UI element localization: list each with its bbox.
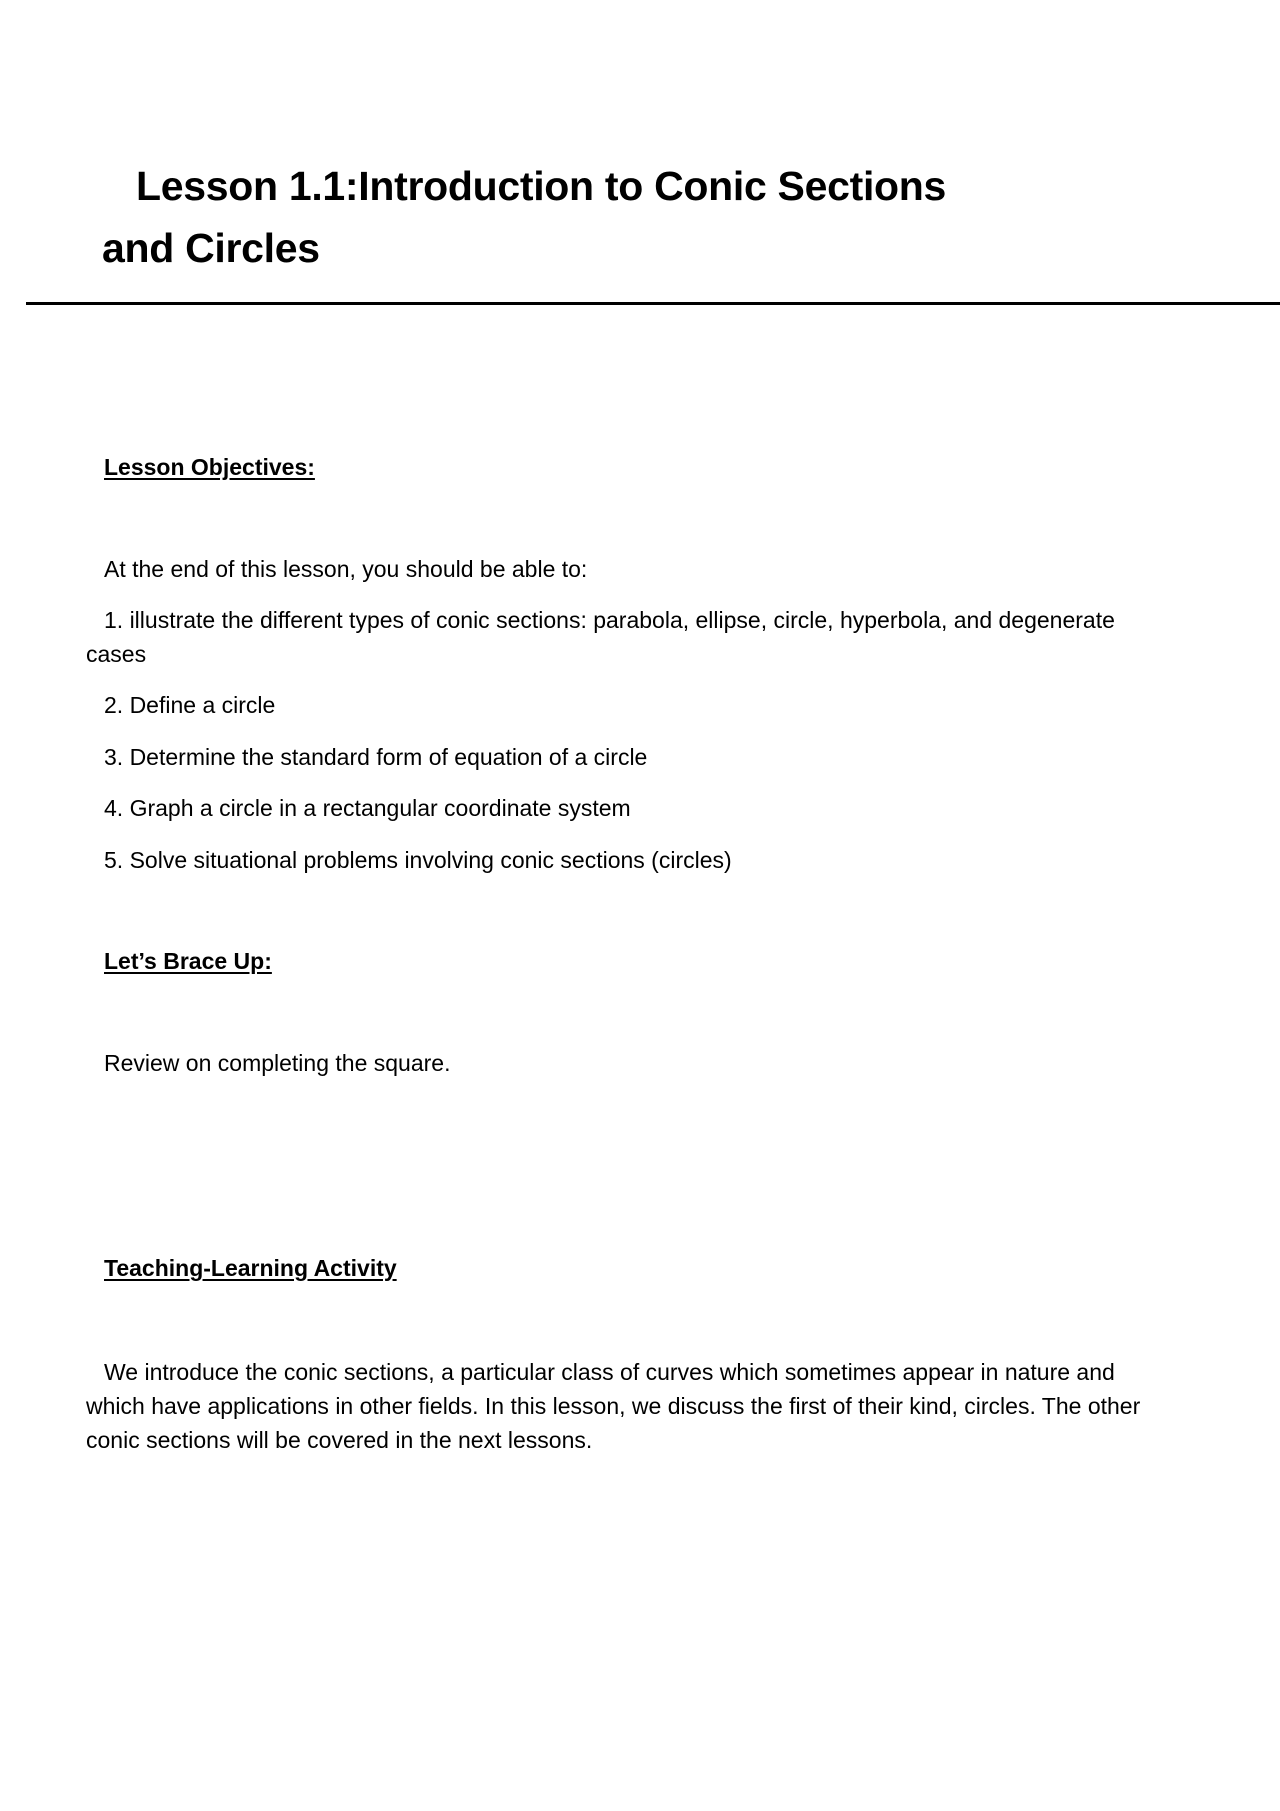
objective-item-2: 2. Define a circle	[104, 692, 276, 718]
lesson-title: Lesson 1.1:Introduction to Conic Sections and Circles	[102, 163, 947, 271]
objective-item-3: 3. Determine the standard form of equation of a circle	[104, 744, 648, 770]
objectives-heading: Lesson Objectives:	[104, 454, 315, 480]
objective-item-1: 1. illustrate the different types of conic sections: parabola, ellipse, circle, hyperbola, and degenerate cases	[86, 607, 1115, 667]
activity-heading: Teaching-Learning Activity	[104, 1255, 397, 1281]
objectives-intro: At the end of this lesson, you should be able to:	[104, 556, 588, 582]
brace-up-heading: Let’s Brace Up:	[104, 948, 272, 974]
objective-item-5: 5. Solve situational problems involving conic sections (circles)	[104, 847, 732, 873]
title-divider	[26, 302, 1280, 305]
brace-up-text: Review on completing the square.	[104, 1050, 451, 1076]
activity-text: We introduce the conic sections, a particular class of curves which sometimes appear in nature and which have applications in other fields. In this lesson, we discuss the first of their kind, circles. The other conic sections will be covered in the next lessons.	[86, 1359, 1141, 1453]
objective-item-4: 4. Graph a circle in a rectangular coordinate system	[104, 795, 631, 821]
